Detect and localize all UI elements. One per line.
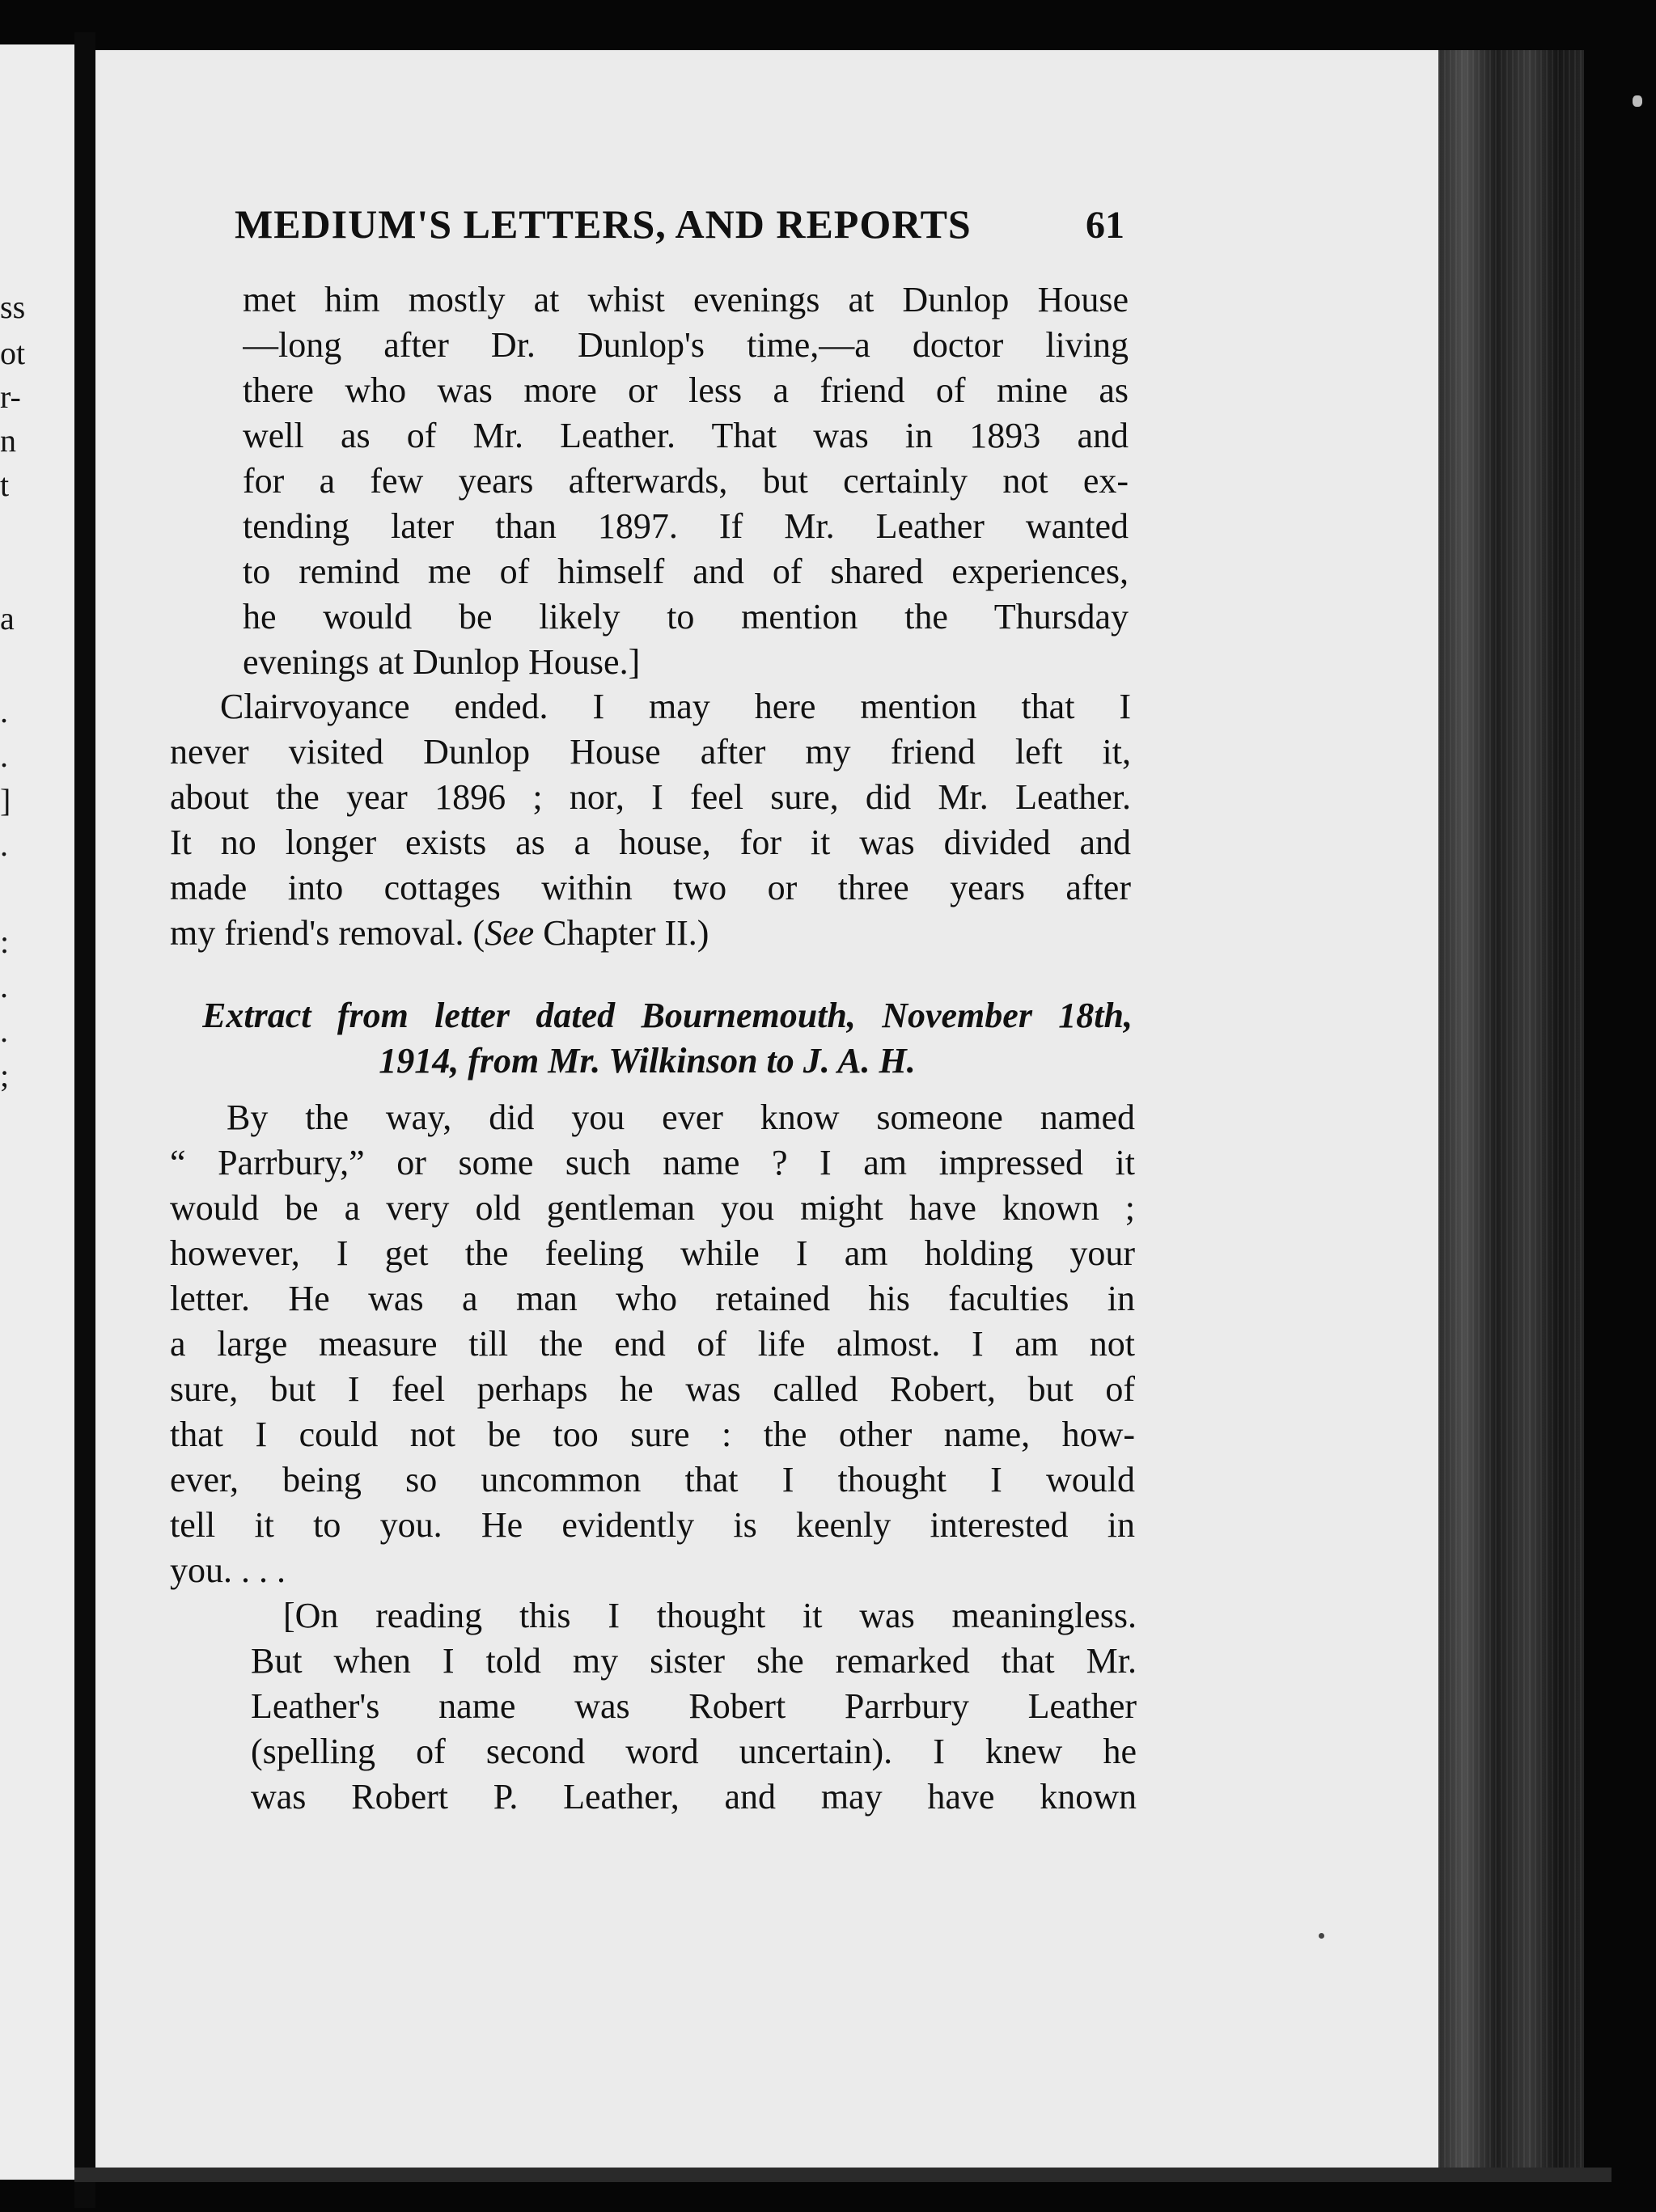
fragment: . — [0, 827, 8, 863]
text-line: “ Parrbury,” or some such name ? I am impressed it — [170, 1143, 1135, 1182]
text-line: letter. He was a man who retained his faculties in — [170, 1279, 1135, 1318]
text-line: Leather's name was Robert Parrbury Leather — [251, 1686, 1137, 1726]
text-line: he would be likely to mention the Thursday — [243, 597, 1129, 637]
text-line: made into cottages within two or three years after — [170, 868, 1131, 907]
text-line: never visited Dunlop House after my friend left it, — [170, 732, 1131, 772]
fragment: t — [0, 467, 10, 503]
dust-speck — [1319, 1933, 1324, 1939]
text-line: But when I told my sister she remarked that Mr. — [251, 1641, 1137, 1681]
text-line: —long after Dr. Dunlop's time,—a doctor living — [243, 325, 1129, 365]
running-head-title: MEDIUM'S LETTERS, AND REPORTS — [235, 201, 972, 247]
fragment: n — [0, 422, 16, 459]
binding-gutter — [74, 32, 95, 2208]
text-line: there who was more or less a friend of mine as — [243, 370, 1129, 410]
text-line: evenings at Dunlop House.] — [243, 642, 641, 682]
previous-page-edge — [0, 44, 74, 2180]
fragment: ss — [0, 289, 26, 325]
text-line: well as of Mr. Leather. That was in 1893 and — [243, 416, 1129, 455]
fragment: . — [0, 1013, 8, 1049]
page-bottom-edge — [74, 2168, 1612, 2182]
text-line: (spelling of second word uncertain). I knew he — [251, 1732, 1137, 1771]
text-line: you. . . . — [170, 1550, 286, 1590]
fragment: ] — [0, 782, 11, 818]
text-line: however, I get the feeling while I am holding your — [170, 1233, 1135, 1273]
text-line: met him mostly at whist evenings at Dunlop House — [243, 280, 1129, 319]
extract-caption-line-2: 1914, from Mr. Wilkinson to J. A. H. — [379, 1041, 916, 1081]
text-line: about the year 1896 ; nor, I feel sure, did Mr. Leather. — [170, 777, 1131, 817]
text-line: to remind me of himself and of shared experiences, — [243, 552, 1129, 591]
fragment: . — [0, 968, 8, 1004]
fragment: a — [0, 600, 15, 637]
text-line: tending later than 1897. If Mr. Leather wanted — [243, 506, 1129, 546]
text-run: Chapter II.) — [534, 913, 709, 953]
fragment: ot — [0, 335, 26, 371]
see-reference: See — [485, 913, 535, 953]
fragment: ; — [0, 1057, 10, 1093]
text-line: was Robert P. Leather, and may have known — [251, 1777, 1137, 1817]
text-line: sure, but I feel perhaps he was called Robert, but of — [170, 1369, 1135, 1409]
text-line: [On reading this I thought it was meaningless. — [283, 1596, 1137, 1635]
book-fore-edge — [1438, 50, 1584, 2168]
extract-caption-line-1: Extract from letter dated Bournemouth, November 18th, — [202, 996, 1133, 1035]
text-line: Clairvoyance ended. I may here mention that I — [220, 687, 1131, 726]
text-line: It no longer exists as a house, for it was divided and — [170, 823, 1131, 862]
text-line: for a few years afterwards, but certainly not ex- — [243, 461, 1129, 501]
dust-speck — [1633, 95, 1642, 107]
fragment: : — [0, 924, 10, 960]
fragment: . — [0, 738, 8, 774]
text-line: ever, being so uncommon that I thought I would — [170, 1460, 1135, 1499]
running-head — [235, 201, 1124, 257]
previous-page-fragments — [0, 44, 74, 2180]
text-line: By the way, did you ever know someone named — [227, 1098, 1135, 1137]
text-line: that I could not be too sure : the other name, how- — [170, 1415, 1135, 1454]
text-line: tell it to you. He evidently is keenly interested in — [170, 1505, 1135, 1545]
text-line: would be a very old gentleman you might have known ; — [170, 1188, 1135, 1228]
text-line: a large measure till the end of life almost. I am not — [170, 1324, 1135, 1364]
fragment: r- — [0, 379, 21, 415]
text-line — [170, 912, 1131, 958]
text-run: my friend's removal. ( — [170, 913, 485, 953]
page-number: 61 — [1086, 204, 1124, 247]
fragment: . — [0, 693, 8, 730]
